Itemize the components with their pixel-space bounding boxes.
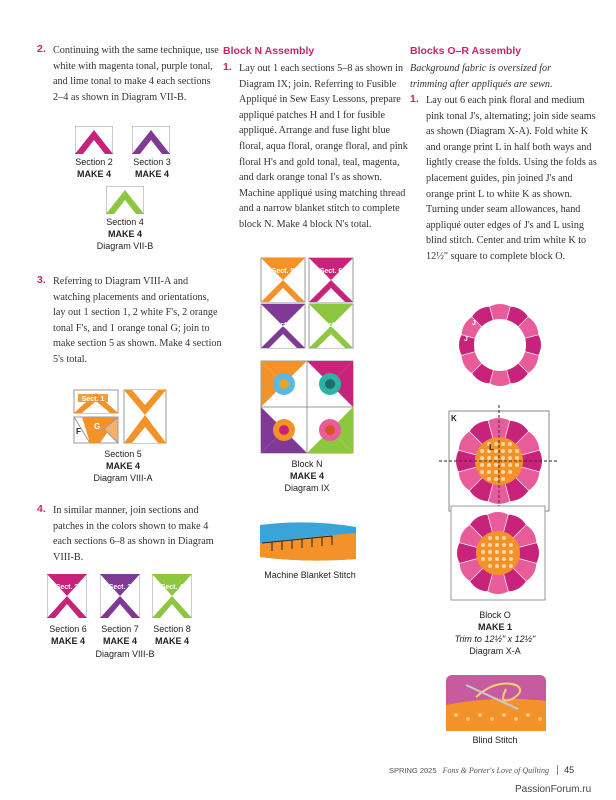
polka-dot bbox=[494, 456, 498, 460]
polka-dot bbox=[481, 543, 485, 547]
polka-dot bbox=[508, 470, 512, 474]
polka-dot bbox=[515, 463, 519, 467]
section-7-caption: Section 7 MAKE 4 bbox=[101, 624, 139, 646]
polka-dot bbox=[487, 470, 491, 474]
blocks-o-r-step-1 bbox=[410, 93, 598, 265]
step-number: 2. bbox=[37, 43, 46, 55]
j-label-1: J bbox=[472, 320, 476, 327]
blanket-stitch-illustration bbox=[258, 519, 358, 563]
step-text: In similar manner, join sections and patches in the colors shown to make 4 each sections 6–8 as shown in Diagram VIII-B. bbox=[53, 505, 214, 563]
sect-5-tag: Sect. 5 bbox=[271, 268, 295, 275]
polka-dot bbox=[495, 557, 499, 561]
k-label: K bbox=[451, 414, 457, 423]
section-6-caption: Section 6 MAKE 4 bbox=[49, 624, 87, 646]
l-label: L bbox=[489, 443, 494, 452]
polka-dot bbox=[509, 564, 513, 568]
polka-dot bbox=[487, 463, 491, 467]
step-3 bbox=[37, 274, 223, 368]
block-n-step-1 bbox=[223, 61, 411, 233]
polka-dot bbox=[494, 477, 498, 481]
step-text: Continuing with the same technique, use white with magenta tonal, purple tonal, and lime tonal to make 4 each sections 2–4 as shown in Diagram VII-B. bbox=[53, 45, 219, 103]
section-7-diagram bbox=[100, 574, 140, 618]
polka-dot bbox=[488, 564, 492, 568]
polka-dot bbox=[488, 536, 492, 540]
polka-dot bbox=[508, 463, 512, 467]
polka-dot bbox=[509, 550, 513, 554]
polka-dot bbox=[502, 564, 506, 568]
page-number: 45 bbox=[557, 765, 574, 775]
polka-dot bbox=[502, 536, 506, 540]
g-label: G bbox=[94, 422, 101, 431]
section-5-caption: Section 5 MAKE 4 Diagram VIII-A bbox=[93, 449, 153, 483]
sect-7-tag: Sect. 7 bbox=[271, 322, 295, 329]
polka-dot bbox=[502, 550, 506, 554]
section-2-diagram bbox=[75, 126, 113, 154]
section-5-diagram bbox=[68, 387, 168, 445]
polka-dot bbox=[481, 550, 485, 554]
step-number: 1. bbox=[410, 93, 419, 105]
block-n-caption: Block N MAKE 4 Diagram IX bbox=[284, 459, 330, 493]
block-n-heading: Block N Assembly bbox=[223, 45, 315, 57]
polka-dot bbox=[487, 477, 491, 481]
block-n-sections-diagram bbox=[260, 257, 354, 349]
background-note: Background fabric is oversized for trimming after appliqués are sewn. bbox=[410, 63, 553, 90]
section-4-caption: Section 4 MAKE 4 Diagram VII-B bbox=[96, 217, 154, 251]
block-o-caption: Block O MAKE 1 Trim to 12½" x 12½" Diagram X-A bbox=[454, 610, 536, 656]
polka-dot bbox=[480, 456, 484, 460]
sect-4-tag: Sect. 4 bbox=[160, 584, 184, 591]
section-2-caption: Section 2 MAKE 4 bbox=[75, 157, 113, 179]
magazine-name: Fons & Porter's Love of Quilting bbox=[442, 766, 549, 775]
section-4-diagram bbox=[106, 186, 144, 214]
blocks-o-r-heading: Blocks O–R Assembly bbox=[410, 45, 522, 57]
polka-dot bbox=[501, 463, 505, 467]
section-3-diagram bbox=[132, 126, 170, 154]
polka-dot bbox=[488, 550, 492, 554]
polka-dot bbox=[488, 543, 492, 547]
step-text: Referring to Diagram VIII-A and watching placements and orientations, lay out 1 section 1, 2 white F's, 2 orange tonal F's, and 1 orange tonal G; join to make section 5 as shown. Make 4 section 5's total. bbox=[53, 276, 222, 365]
polka-dot bbox=[495, 564, 499, 568]
polka-dot bbox=[508, 442, 512, 446]
polka-dot bbox=[488, 557, 492, 561]
block-n-diagram bbox=[260, 360, 354, 454]
polka-dot bbox=[495, 550, 499, 554]
section-6-diagram bbox=[47, 574, 87, 618]
f-label: F bbox=[76, 427, 81, 436]
polka-dot bbox=[501, 456, 505, 460]
sect-8-tag: Sect. 8 bbox=[319, 322, 343, 329]
polka-dot bbox=[508, 449, 512, 453]
issue-label: SPRING 2025 bbox=[389, 766, 437, 775]
polka-dot bbox=[509, 557, 513, 561]
polka-dot bbox=[515, 449, 519, 453]
polka-dot bbox=[480, 470, 484, 474]
polka-dot bbox=[494, 449, 498, 453]
blind-stitch-caption: Blind Stitch bbox=[472, 735, 518, 745]
step-number: 1. bbox=[223, 61, 232, 73]
sect-2-tag: Sect. 2 bbox=[55, 584, 79, 591]
polka-dot bbox=[480, 463, 484, 467]
j-label-2: J bbox=[464, 336, 468, 343]
blind-stitch-illustration bbox=[446, 675, 546, 731]
step-text: Lay out 6 each pink floral and medium pink tonal J's, alternating; join side seams as shown (Diagram X-A). Fold white K and orange print L in half both ways and lightly crease the folds. Using the folds as placement guides, pin joined J's and orange print L to white K as shown. Turning under seam allowances, hand appliqué outer edges of J's and L using blind stitch. Center and trim white K to 12½" square to complete block O. bbox=[426, 95, 597, 262]
polka-dot bbox=[487, 456, 491, 460]
polka-dot bbox=[494, 463, 498, 467]
polka-dot bbox=[481, 557, 485, 561]
polka-dot bbox=[495, 536, 499, 540]
section-3-caption: Section 3 MAKE 4 bbox=[133, 157, 171, 179]
polka-dot bbox=[501, 470, 505, 474]
polka-dot bbox=[494, 442, 498, 446]
footer bbox=[389, 765, 574, 775]
polka-dot bbox=[508, 456, 512, 460]
j-ring-diagram bbox=[452, 297, 548, 393]
polka-dot bbox=[495, 543, 499, 547]
step-number: 3. bbox=[37, 274, 46, 286]
polka-dot bbox=[501, 477, 505, 481]
polka-dot bbox=[501, 442, 505, 446]
polka-dot bbox=[502, 543, 506, 547]
polka-dot bbox=[494, 470, 498, 474]
sect-6-tag: Sect. 6 bbox=[319, 268, 343, 275]
sect-3-tag: Sect. 3 bbox=[108, 584, 132, 591]
step-2 bbox=[37, 43, 223, 105]
polka-dot bbox=[515, 456, 519, 460]
polka-dot bbox=[480, 449, 484, 453]
section-8-diagram bbox=[152, 574, 192, 618]
step-text: Lay out 1 each sections 5–8 as shown in Diagram IX; join. Referring to Fusible Appliqué in Sew Easy Lessons, prepare appliqué patches H and I for fusible appliqué. Arrange and fuse light blue floral, aqua floral, orange floral, and pink floral H's and gold tonal, teal, magenta, and dark orange tonal I's as shown. Machine appliqué using matching thread and a narrow blanket stitch to complete block N. Make 4 block N's total. bbox=[239, 63, 408, 230]
blanket-stitch-caption: Machine Blanket Stitch bbox=[264, 570, 356, 580]
sect-1-tag: Sect. 1 bbox=[81, 396, 105, 403]
watermark: PassionForum.ru bbox=[515, 784, 592, 795]
section-8-caption: Section 8 MAKE 4 bbox=[153, 624, 191, 646]
polka-dot bbox=[509, 543, 513, 547]
step-number: 4. bbox=[37, 503, 46, 515]
block-o-diagram bbox=[450, 505, 546, 601]
polka-dot bbox=[502, 557, 506, 561]
polka-dot bbox=[501, 449, 505, 453]
diagram-8b-caption: Diagram VIII-B bbox=[95, 649, 155, 659]
step-4 bbox=[37, 503, 223, 565]
